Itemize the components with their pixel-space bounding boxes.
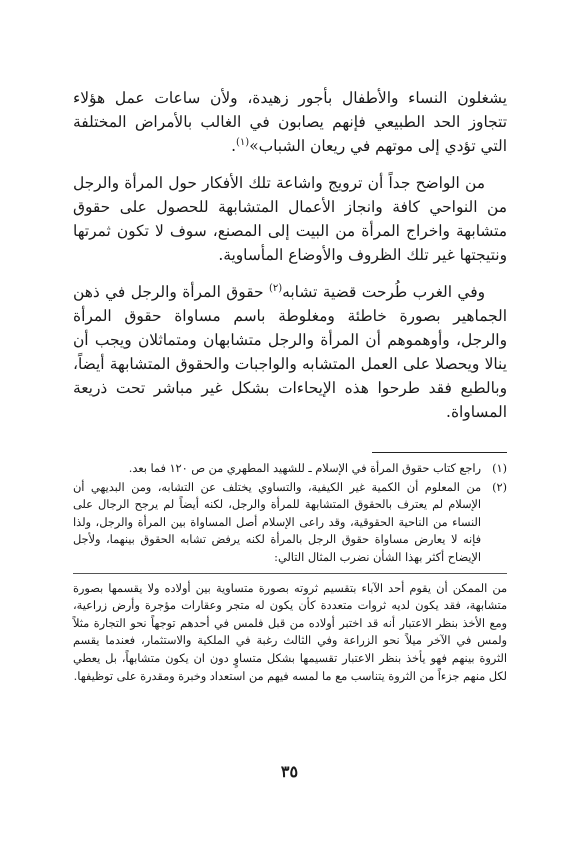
footnote-1-text: راجع كتاب حقوق المرأة في الإسلام ـ للشهيد المطهري من ص ١٢٠ فما بعد. <box>128 462 481 475</box>
footnote-1 <box>73 460 507 478</box>
footnote-2-number: (٢) <box>492 480 507 494</box>
footnote-1-number: (١) <box>492 462 507 475</box>
footnote-2-continuation-text: من الممكن أن يقوم أحد الآباء بتقسيم ثروته بصورة متساوية بين أولاده ولا يقسمها بصورة متشابهة، فقد يكون لديه ثروات متعددة كأن يكون له متجر وعقارات مؤجرة وأرض زراعية، ومع الأخذ بنظر الاعتبار أنه قد اختبر أولاده من قبل فلمس في أحدهم توجهاً نحو التجارة مثلاً ولمس في الآخر ميلاً نحو الزراعة وفي الثالث رغبة في الملكية والاستثمار، فعندما يقسم الثروة بينهم فهو يأخذ بنظر الاعتبار تقسيمها بشكل متساوٍ دون ان يكون متشابهاً، بل يعطي لكل منهم جزءاً من الثروة يتناسب مع ما لمسه فيهم من استعداد وخبرة ومقدرة على توظيفها. <box>73 581 507 683</box>
paragraph-2-text: من الواضح جداً أن ترويج واشاعة تلك الأفكار حول المرأة والرجل من النواحي كافة وانجاز الأعمال المتشابهة للحصول على حقوق متشابهة واخراج المرأة من البيت إلى المصنع، سوف لا تكون ثمرتها ونتيجتها غير تلك الظروف والأوضاع المأساوية. <box>73 174 507 264</box>
paragraph-3-text: حقوق المرأة والرجل في ذهن الجماهير بصورة خاطئة ومغلوطة باسم مساواة حقوق المرأة والرجل، وأوهموهم أن المرأة والرجل متشابهان ومتماثلان ويجب أن ينالا ويحصلا على العمل المتشابه والواجبات والحقوق المتشابهة أيضاً، وبالطبع فقد طرحوا هذه الإيحاءات بشكل غير مباشر تحت ذريعة المساواة. <box>73 283 507 421</box>
paragraph-1 <box>73 86 507 158</box>
paragraph-3 <box>73 280 507 424</box>
footnote-2-continuation <box>73 573 507 686</box>
paragraph-1-text: يشغلون النساء والأطفال بأجور زهيدة، ولأن ساعات عمل هؤلاء تتجاوز الحد الطبيعي فإنهم يصابون في الغالب بالأمراض المختلفة التي تؤدي إلى موتهم في ريعان الشباب» <box>73 89 507 155</box>
footnote-divider <box>372 452 507 453</box>
footnote-2-text: من المعلوم أن الكمية غير الكيفية، والتساوي يختلف عن التشابه، ومن البديهي أن الإسلام لم يعترف بالحقوق المتشابهة للمرأة والرجل، لكنه أيضاً لم يرجح الرجال على النساء من الناحية الحقوقية، وقد راعى الإسلام أصل المساواة بين المرأة والرجل، ولذا فإنه لا يعارض مساواة حقوق الرجل بالمرأة لكنه يرفض تشابه الحقوق بينهما، ولأجل الإيضاح أكثر بهذا الشأن نضرب المثال التالي: <box>73 480 481 564</box>
paragraph-2 <box>73 171 507 267</box>
main-text <box>73 86 507 437</box>
footnotes <box>73 460 507 685</box>
footnote-2 <box>73 479 507 567</box>
footnote-ref-1: (١) <box>236 136 250 148</box>
footnote-ref-2: (٢) <box>268 282 283 294</box>
paragraph-1-tail: . <box>231 137 237 155</box>
paragraph-3-head: وفي الغرب طُرحت قضية تشابه <box>282 283 486 301</box>
continuation-divider <box>73 573 507 574</box>
page-number: ٣٥ <box>280 762 299 781</box>
